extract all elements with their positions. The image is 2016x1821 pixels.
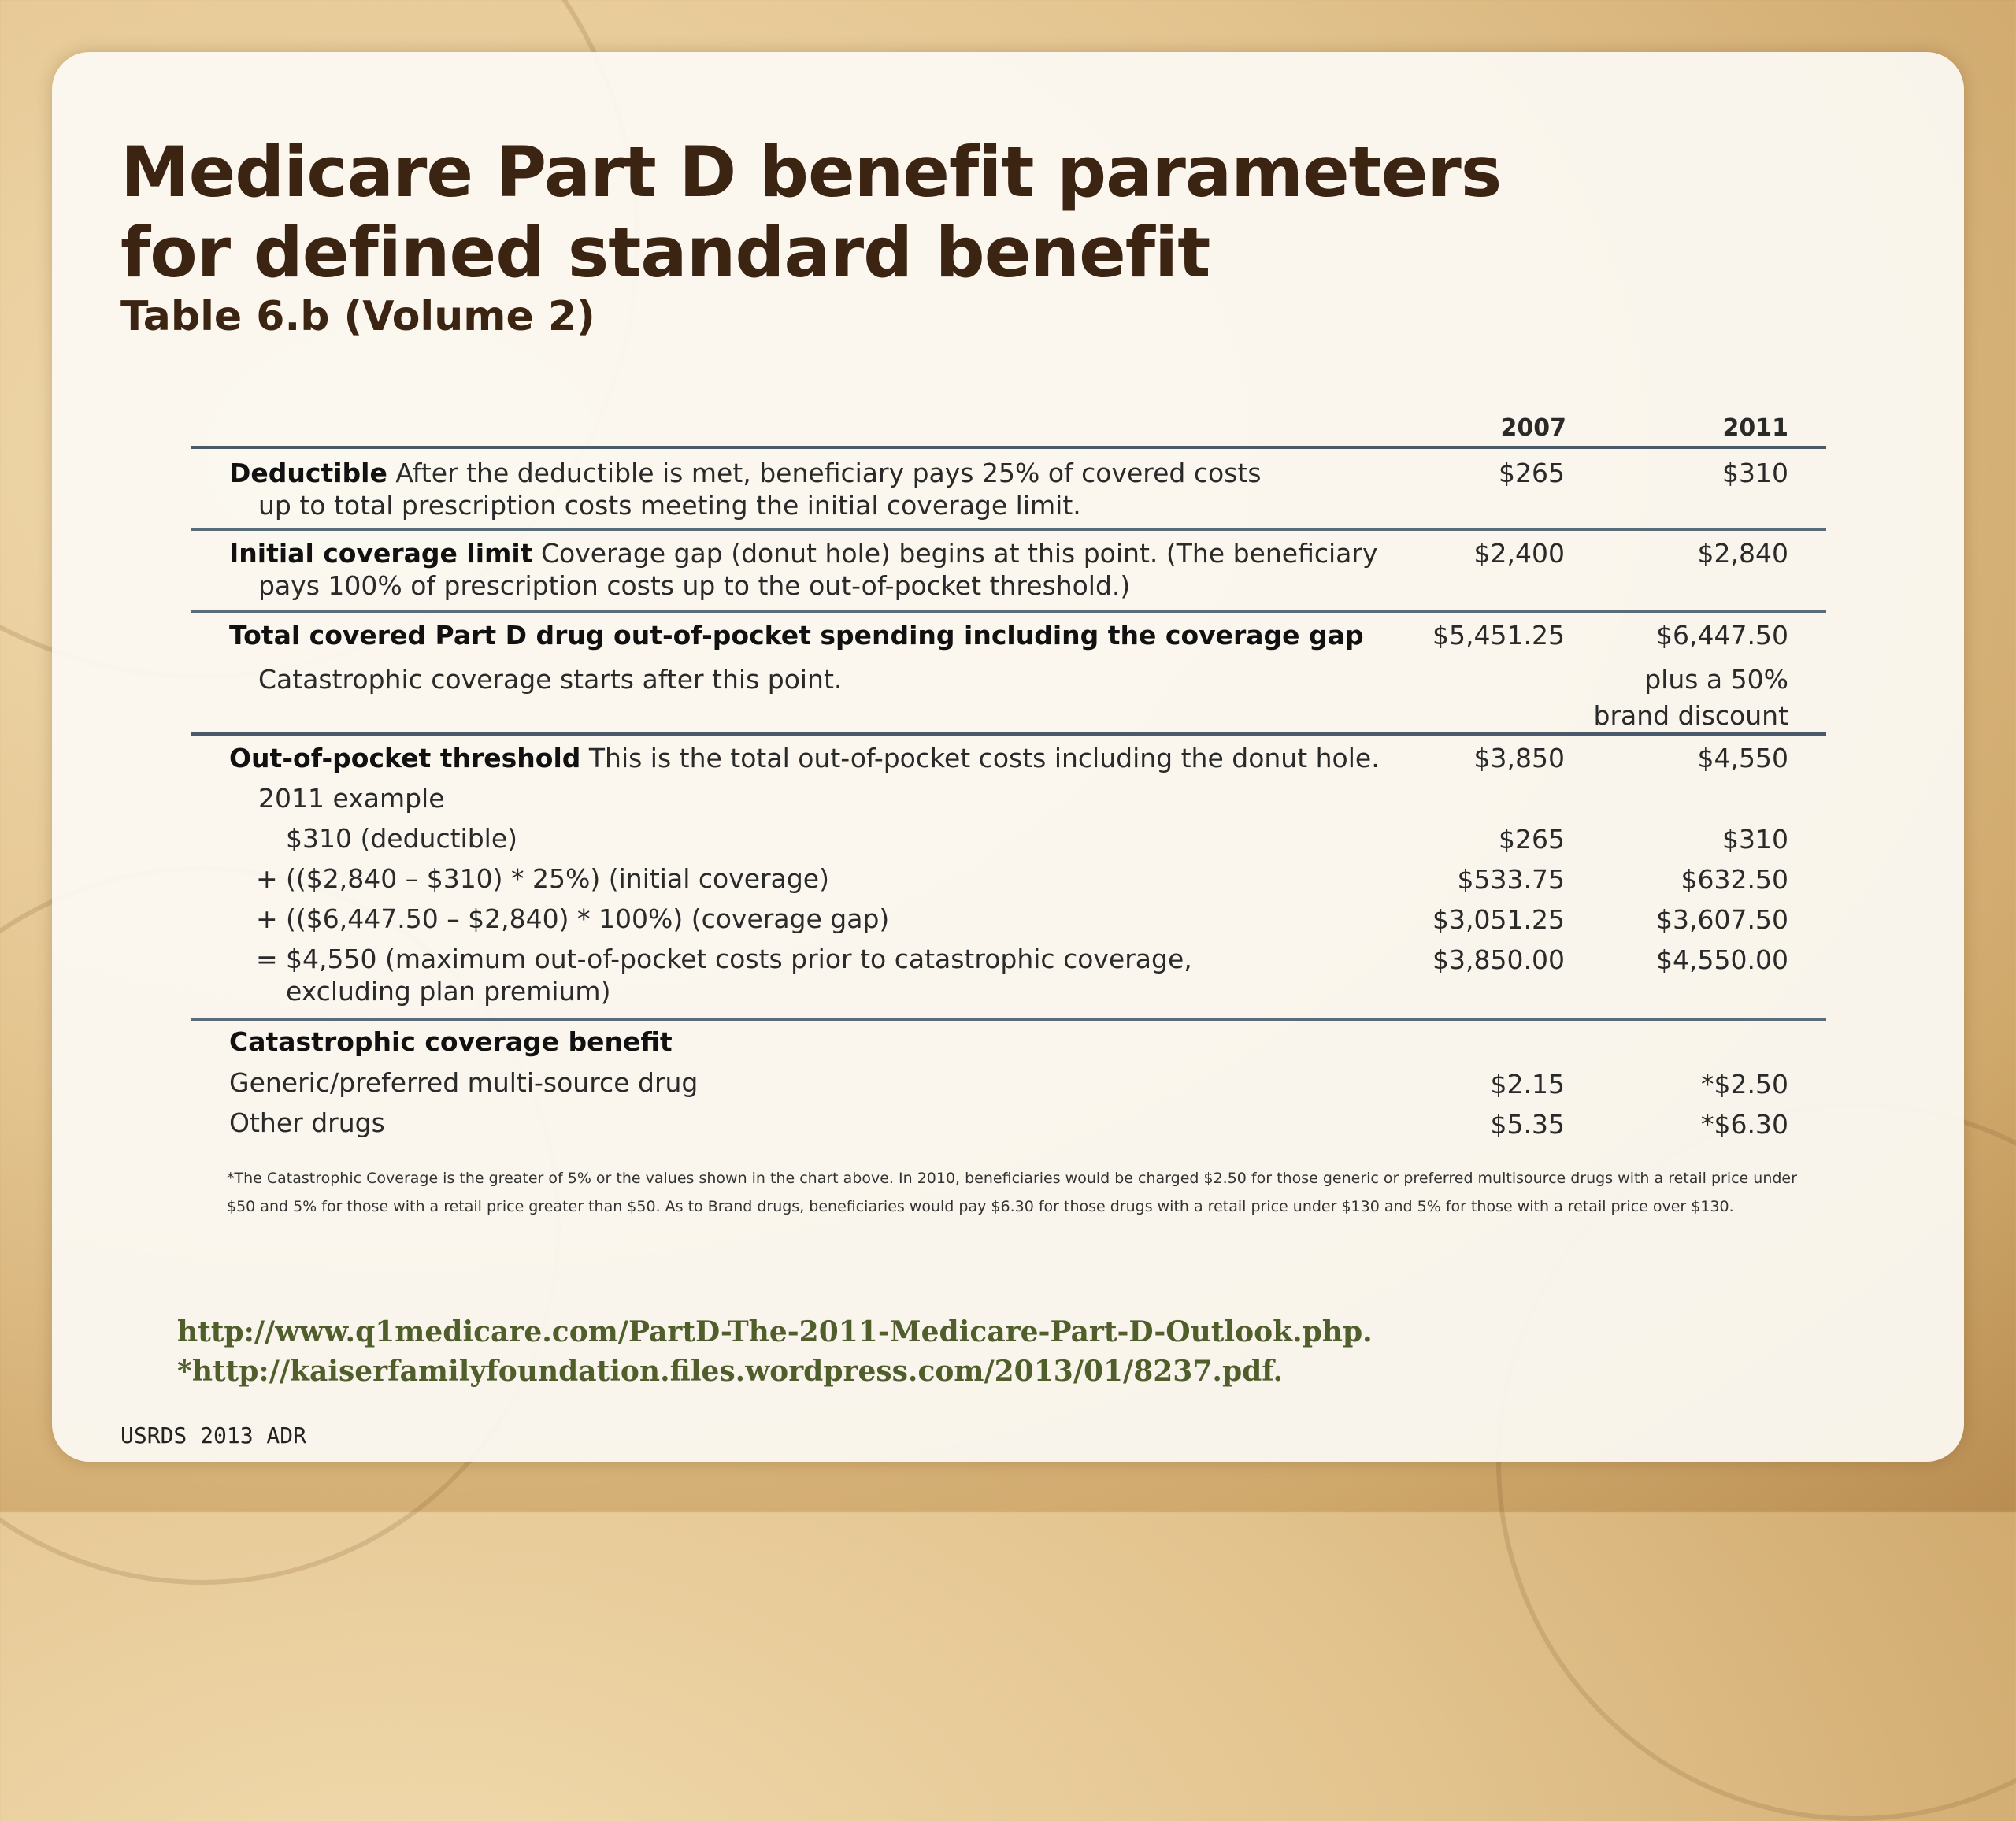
oop-step-4-2007: $3,850.00 <box>1432 944 1565 975</box>
slide-title <box>120 132 1853 293</box>
oop-step-2-2007: $533.75 <box>1457 864 1565 895</box>
oop-step-2-2011: $632.50 <box>1681 864 1788 895</box>
initial-desc-cont: pays 100% of prescription costs up to the out-of-pocket threshold.) <box>258 570 1131 601</box>
oop-step-2-text: (($2,840 – $310) * 25%) (initial coverage) <box>286 863 829 894</box>
oop-example-label: 2011 example <box>258 783 445 814</box>
benefit-table <box>191 410 1826 1147</box>
slide-footer: USRDS 2013 ADR <box>120 1422 307 1448</box>
table-header <box>191 410 1826 446</box>
row-total-covered <box>191 613 1826 732</box>
oop-step-4-text: $4,550 (maximum out-of-pocket costs prior to catastrophic coverage, <box>286 944 1192 974</box>
oop-step-4-2011: $4,550.00 <box>1656 944 1788 975</box>
slide-subtitle: Table 6.b (Volume 2) <box>120 293 595 340</box>
initial-2007: $2,400 <box>1473 538 1565 569</box>
oop-step-1-2007: $265 <box>1499 824 1565 855</box>
oop-step-4-op: = <box>256 944 278 974</box>
total-term: Total covered Part D drug out-of-pocket spending including the coverage gap <box>229 620 1364 651</box>
deductible-2011: $310 <box>1722 458 1788 488</box>
oop-step-2-op: + <box>256 863 278 894</box>
total-desc: Catastrophic coverage starts after this point. <box>258 664 843 695</box>
catastrophic-row-2-2011: *$6.30 <box>1701 1109 1788 1140</box>
oop-step-3-text: (($6,447.50 – $2,840) * 100%) (coverage gap) <box>286 903 890 934</box>
title-line-1: Medicare Part D benefit parameters <box>120 132 1502 213</box>
column-header-2011: 2011 <box>1722 414 1788 442</box>
oop-step-3-op: + <box>256 903 278 934</box>
total-2011-note-2: brand discount <box>1593 700 1788 731</box>
catastrophic-row-1-2011: *$2.50 <box>1701 1069 1788 1100</box>
oop-step-3-2011: $3,607.50 <box>1656 904 1788 935</box>
oop-2011: $4,550 <box>1697 743 1788 773</box>
oop-step-3-2007: $3,051.25 <box>1432 904 1565 935</box>
row-deductible <box>191 449 1826 528</box>
oop-term: Out-of-pocket threshold <box>229 743 581 773</box>
source-link-2[interactable]: *http://kaiserfamilyfoundation.files.wordpress.com/2013/01/8237.pdf. <box>177 1355 1284 1388</box>
oop-step-4-text-cont: excluding plan premium) <box>286 976 611 1007</box>
row-oop-threshold <box>191 736 1826 1018</box>
catastrophic-term: Catastrophic coverage benefit <box>229 1026 673 1057</box>
deductible-desc-cont: up to total prescription costs meeting the initial coverage limit. <box>258 490 1081 521</box>
deductible-desc: After the deductible is met, beneficiary pays 25% of covered costs <box>387 458 1262 488</box>
deductible-2007: $265 <box>1499 458 1565 488</box>
initial-term: Initial coverage limit <box>229 538 533 569</box>
oop-2007: $3,850 <box>1473 743 1565 773</box>
row-catastrophic <box>191 1021 1826 1147</box>
catastrophic-row-1-2007: $2.15 <box>1490 1069 1565 1100</box>
row-initial-coverage <box>191 531 1826 610</box>
deductible-term: Deductible <box>229 458 387 488</box>
catastrophic-row-1-label: Generic/preferred multi-source drug <box>229 1067 699 1098</box>
initial-desc: Coverage gap (donut hole) begins at this point. (The beneficiary <box>532 538 1378 569</box>
oop-step-1-text: $310 (deductible) <box>286 823 518 854</box>
oop-step-1-2011: $310 <box>1722 824 1788 855</box>
catastrophic-row-2-label: Other drugs <box>229 1107 385 1138</box>
total-2011: $6,447.50 <box>1656 620 1788 651</box>
oop-desc: This is the total out-of-pocket costs including the donut hole. <box>580 743 1380 773</box>
catastrophic-row-2-2007: $5.35 <box>1490 1109 1565 1140</box>
table-footnote: *The Catastrophic Coverage is the greater of 5% or the values shown in the chart above. In 2010, beneficiaries would be charged $2.50 for those generic or preferred multisource drugs with a retail price under $50 and 5% for those with a retail price greater than $50. As to Brand drugs, beneficiaries would pay $6.30 for those drugs with a retail price under $130 and 5% for those with a retail price over $130. <box>227 1170 1797 1215</box>
title-line-2: for defined standard benefit <box>120 212 1210 293</box>
column-header-2007: 2007 <box>1500 414 1566 442</box>
total-2011-note-1: plus a 50% <box>1644 664 1788 695</box>
initial-2011: $2,840 <box>1697 538 1788 569</box>
total-2007: $5,451.25 <box>1432 620 1565 651</box>
source-link-1[interactable]: http://www.q1medicare.com/PartD-The-2011-Medicare-Part-D-Outlook.php. <box>177 1315 1373 1348</box>
